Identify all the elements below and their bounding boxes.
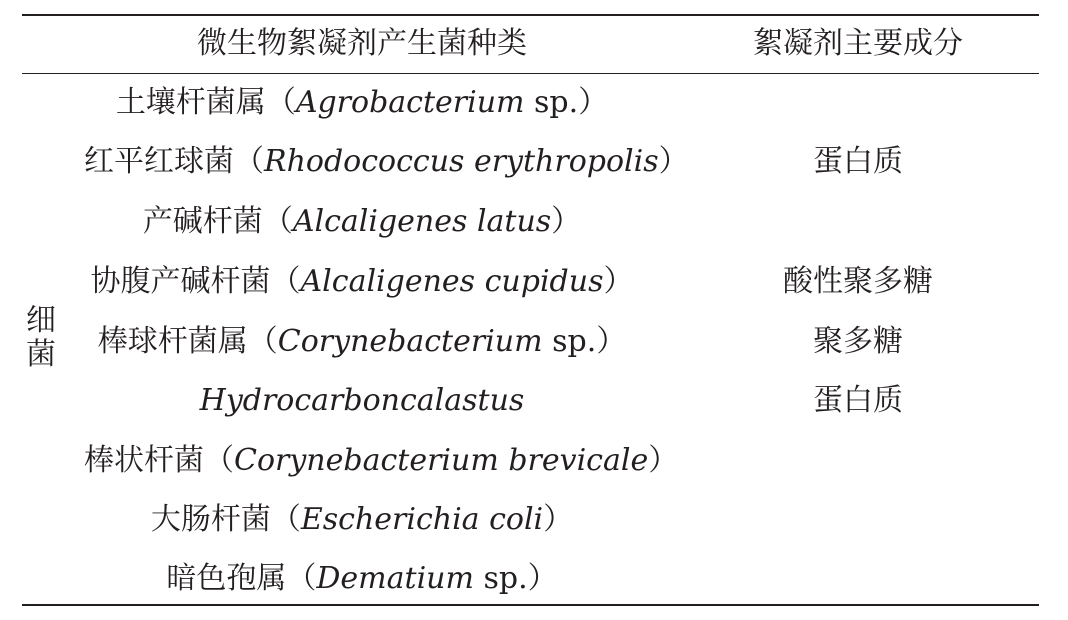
paren-close: ） xyxy=(551,204,582,239)
paren-close: ） xyxy=(543,502,574,537)
species-cn: 红平红球菌 xyxy=(84,144,234,179)
table-row-species xyxy=(84,86,640,120)
table-row-species xyxy=(84,205,640,239)
species-cn: 暗色孢属 xyxy=(166,561,287,596)
species-cn: 产碱杆菌 xyxy=(142,204,263,239)
species-latin: Alcaligenes cupidus xyxy=(300,264,604,299)
paren-open: （ xyxy=(270,502,301,537)
species-cn: 棒状杆菌 xyxy=(84,443,204,478)
table-top-rule xyxy=(22,14,1039,16)
species-cn: 协腹产碱杆菌 xyxy=(90,264,271,299)
species-latin: Agrobacterium xyxy=(295,85,525,120)
group-label-bacteria xyxy=(26,304,56,372)
table-row-species xyxy=(84,443,679,478)
paren-open: （ xyxy=(204,443,234,478)
paren-close: ） xyxy=(658,144,689,179)
paren-open: （ xyxy=(286,561,317,596)
species-latin: Escherichia coli xyxy=(300,502,544,537)
paren-open: （ xyxy=(270,264,301,299)
species-latin: Corynebacterium brevicale xyxy=(234,443,649,478)
paren-open: （ xyxy=(234,144,264,179)
header-component: 絮凝剂主要成分 xyxy=(753,26,963,61)
species-latin: Rhodococcus erythropolis xyxy=(264,144,659,179)
species-cn: 棒球杆菌属 xyxy=(97,324,248,359)
table-row-species xyxy=(84,265,640,299)
table-header-rule xyxy=(22,73,1039,74)
table-row-component: 聚多糖 xyxy=(813,324,903,359)
table-row-component: 蛋白质 xyxy=(813,383,903,418)
species-latin: Dematium xyxy=(316,561,474,596)
species-latin: Alcaligenes latus xyxy=(292,204,552,239)
paren-close: ） xyxy=(527,561,558,596)
species-latin: Hydrocarboncalastus xyxy=(199,383,525,418)
species-suffix: sp. xyxy=(524,85,579,120)
table-row-species xyxy=(84,562,640,596)
paren-open: （ xyxy=(262,204,293,239)
species-suffix: sp. xyxy=(542,324,597,359)
header-species: 微生物絮凝剂产生菌种类 xyxy=(197,26,527,61)
paren-close: ） xyxy=(603,264,634,299)
paren-close: ） xyxy=(578,85,609,120)
table-bottom-rule xyxy=(22,604,1039,606)
table-row-component: 酸性聚多糖 xyxy=(783,264,933,299)
paren-close: ） xyxy=(596,324,627,359)
species-cn: 大肠杆菌 xyxy=(150,502,271,537)
paren-open: （ xyxy=(265,85,296,120)
table-row-species xyxy=(84,503,640,537)
species-suffix: sp. xyxy=(473,561,528,596)
paren-close: ） xyxy=(648,443,679,478)
species-cn: 土壤杆菌属 xyxy=(115,85,266,120)
table-row-component: 蛋白质 xyxy=(813,144,903,179)
table-row-species xyxy=(84,325,640,359)
table-row-species xyxy=(84,144,689,179)
group-label-char: 菌 xyxy=(26,337,56,372)
species-latin: Corynebacterium xyxy=(277,324,543,359)
paren-open: （ xyxy=(247,324,278,359)
table-row-species xyxy=(84,384,640,418)
group-label-char: 细 xyxy=(26,303,56,338)
